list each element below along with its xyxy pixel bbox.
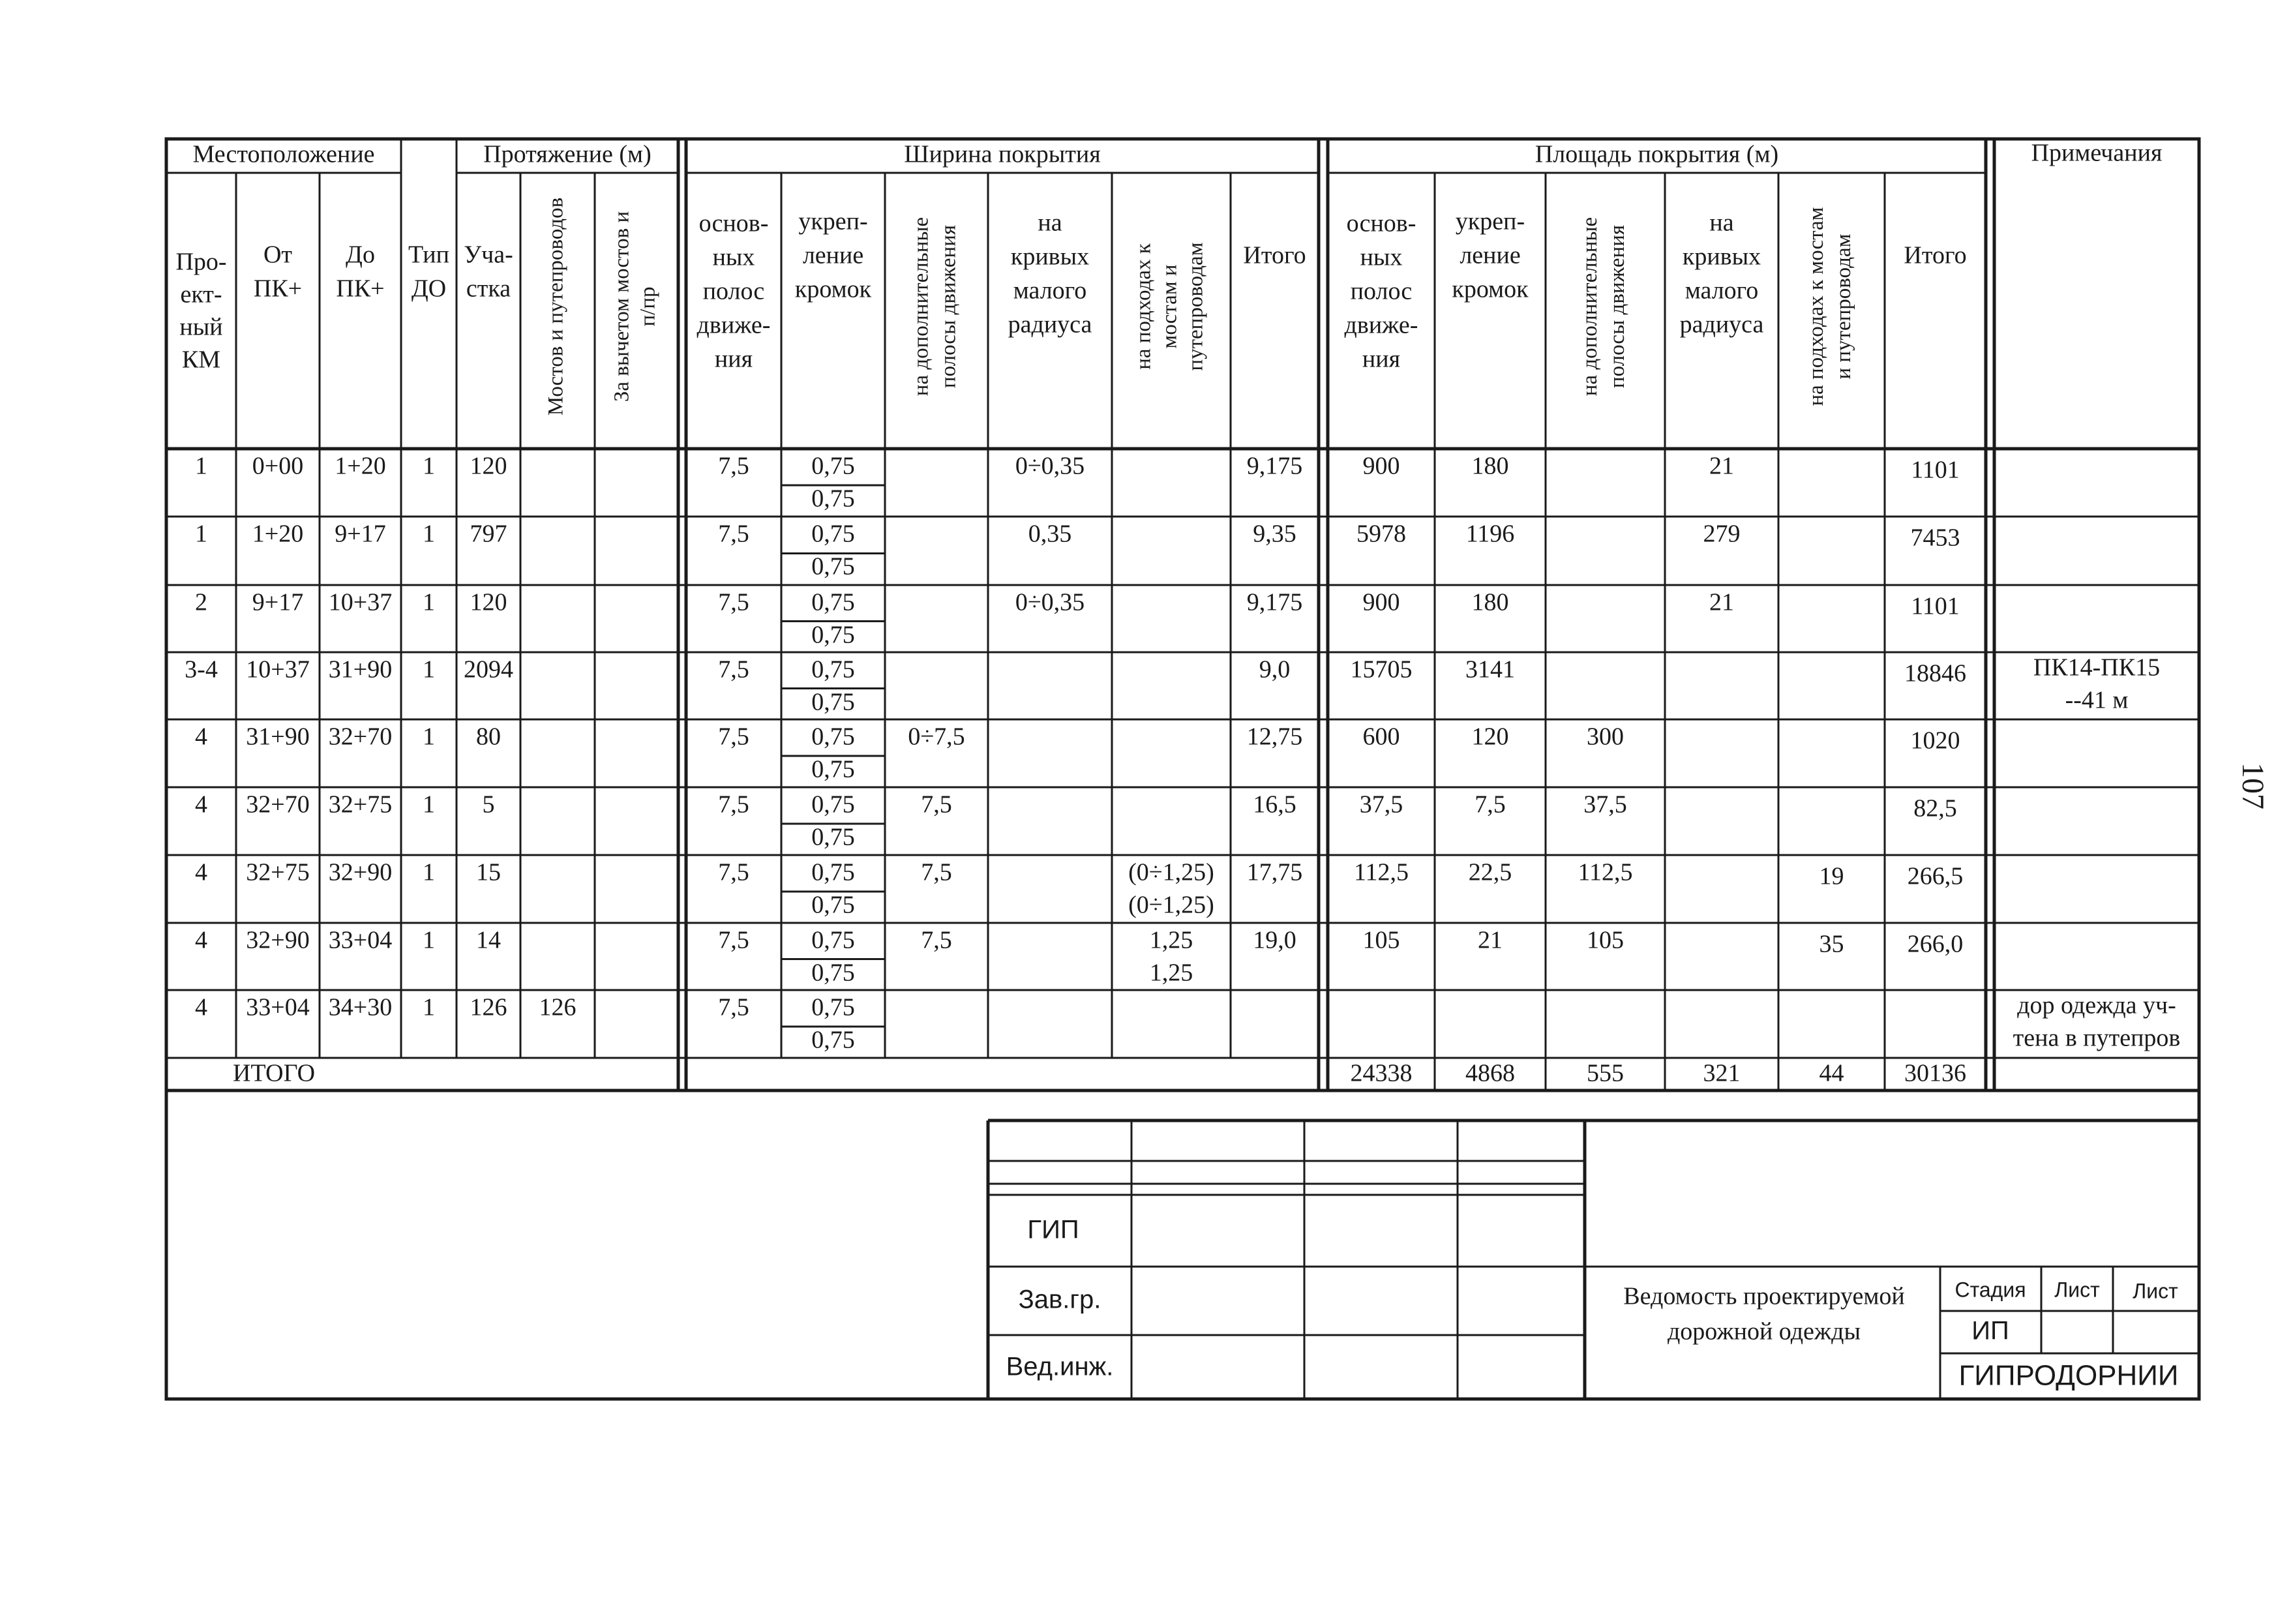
cell-a-main: 112,5 [1353,858,1409,886]
cell-w-approach: 1,25 [1149,959,1193,987]
cell-w-edge: 0,75 [811,858,855,886]
cell-to: 10+37 [328,588,393,616]
header-main-lanes: движе- [696,311,771,339]
title-block-doc-title: Ведомость проектируемой [1623,1282,1905,1310]
cell-a-total: 7453 [1910,524,1960,552]
cell-a-curve: 279 [1703,520,1741,548]
cell-w-edge: 0,75 [811,993,855,1021]
cell-type: 1 [423,520,435,548]
cell-w-total: 17,75 [1246,858,1303,886]
cell-w-extra: 7,5 [921,790,952,819]
cell-length: 5 [482,790,495,819]
header-area-approaches: на подходах к мостам [1804,207,1829,406]
header-approaches-width: путепроводам [1184,242,1208,371]
cell-a-edge: 22,5 [1468,858,1512,886]
cell-w-edge: 0,75 [811,823,855,851]
cell-a-edge: 3141 [1465,655,1515,684]
cell-km: 4 [195,858,207,886]
cell-w-total: 9,35 [1253,520,1296,548]
cell-a-main: 600 [1362,723,1400,751]
cell-a-total: 1020 [1910,727,1960,755]
cell-w-curve: 0,35 [1028,520,1072,548]
cell-km: 1 [195,520,207,548]
cell-a-edge: 180 [1471,588,1509,616]
cell-w-main: 7,5 [718,452,749,480]
totals-a-main: 24338 [1350,1059,1413,1087]
title-block-sheets-label: Лист [2133,1279,2178,1303]
cell-length: 15 [476,858,501,886]
page-number: 107 [2235,762,2270,809]
header-area-main-lanes: ных [1360,243,1403,271]
header-edge-strength: кромок [794,275,872,303]
totals-a-total: 30136 [1904,1059,1966,1087]
cell-w-extra: 7,5 [921,926,952,954]
cell-w-total: 9,175 [1246,452,1303,480]
cell-a-main: 37,5 [1359,790,1403,819]
cell-bridges: 126 [539,993,576,1021]
cell-w-edge: 0,75 [811,520,855,548]
totals-a-approach: 44 [1819,1059,1844,1087]
cell-w-approach: (0÷1,25) [1128,858,1214,886]
cell-length: 2094 [464,655,513,684]
cell-w-curve: 0÷0,35 [1015,588,1085,616]
cell-a-main: 900 [1362,588,1400,616]
cell-w-main: 7,5 [718,655,749,684]
totals-a-extra: 555 [1587,1059,1624,1087]
cell-w-main: 7,5 [718,790,749,819]
totals-label: ИТОГО [232,1059,316,1087]
cell-type: 1 [423,993,435,1021]
header-area-curves: на [1709,209,1734,237]
cell-a-total: 1101 [1911,456,1960,484]
cell-to: 34+30 [328,993,393,1021]
cell-from: 1+20 [252,520,304,548]
header-area-edge: укреп- [1455,207,1525,235]
header-approaches-width: на подходах к [1131,243,1156,370]
header-project-km: КМ [181,346,221,374]
cell-w-total: 9,0 [1259,655,1291,684]
cell-w-total: 9,175 [1246,588,1303,616]
header-type-do: Тип [408,241,449,269]
cell-type: 1 [423,452,435,480]
header-from-pk: От [263,241,293,269]
cell-a-edge: 120 [1471,723,1509,751]
cell-to: 31+90 [328,655,393,684]
cell-a-approach: 35 [1819,930,1844,958]
cell-km: 1 [195,452,207,480]
title-block-gip: ГИП [1027,1215,1079,1244]
cell-a-curve: 21 [1709,452,1734,480]
cell-a-total: 18846 [1904,659,1966,687]
cell-to: 33+04 [328,926,393,954]
header-edge-strength: укреп- [798,207,868,235]
cell-from: 33+04 [246,993,310,1021]
cell-a-extra: 300 [1587,723,1624,751]
cell-w-main: 7,5 [718,588,749,616]
cell-w-extra: 7,5 [921,858,952,886]
cell-w-total: 19,0 [1253,926,1296,954]
cell-a-edge: 21 [1478,926,1503,954]
totals-a-curve: 321 [1703,1059,1741,1087]
header-area-total: Итого [1904,241,1967,269]
header-curves: радиуса [1008,310,1092,338]
table-grid [166,139,2199,1399]
cell-w-edge: 0,75 [811,485,855,513]
header-width-total: Итого [1243,241,1306,269]
cell-w-main: 7,5 [718,926,749,954]
header-length-group: Протяжение (м) [483,140,651,168]
cell-type: 1 [423,655,435,684]
header-main-lanes: ния [714,345,753,373]
header-extra-lanes: на дополнительные [909,217,933,397]
cell-to: 32+90 [328,858,393,886]
title-block-zav-gr: Зав.гр. [1018,1285,1101,1314]
header-minus-bridges: п/пр [636,286,660,327]
cell-a-edge: 180 [1471,452,1509,480]
cell-w-main: 7,5 [718,858,749,886]
totals-a-edge: 4868 [1465,1059,1515,1087]
cell-w-edge: 0,75 [811,926,855,954]
title-block-doc-title: дорожной одежды [1667,1317,1861,1346]
cell-w-main: 7,5 [718,723,749,751]
cell-note: тена в путепров [2013,1024,2181,1052]
cell-type: 1 [423,723,435,751]
header-curves: малого [1013,277,1087,305]
cell-a-total: 82,5 [1913,794,1957,822]
cell-type: 1 [423,858,435,886]
cell-km: 4 [195,723,207,751]
cell-w-edge: 0,75 [811,452,855,480]
cell-length: 797 [470,520,507,548]
cell-w-edge: 0,75 [811,891,855,919]
cell-a-edge: 7,5 [1475,790,1506,819]
cell-w-approach: 1,25 [1149,926,1193,954]
header-area-main-lanes: ния [1362,345,1401,373]
cell-w-edge: 0,75 [811,723,855,751]
title-block-stage-label: Стадия [1954,1278,2026,1302]
cell-w-main: 7,5 [718,520,749,548]
cell-km: 4 [195,790,207,819]
cell-length: 80 [476,723,501,751]
header-section: стка [466,275,511,303]
header-project-km: ект- [180,280,222,308]
cell-from: 32+75 [246,858,310,886]
header-from-pk: ПК+ [253,275,303,303]
cell-w-main: 7,5 [718,993,749,1021]
cell-w-curve: 0÷0,35 [1015,452,1085,480]
cell-km: 4 [195,926,207,954]
header-type-do: ДО [411,275,447,303]
cell-w-edge: 0,75 [811,621,855,649]
cell-a-main: 5978 [1356,520,1406,548]
cell-type: 1 [423,588,435,616]
cell-a-edge: 1196 [1465,520,1515,548]
header-area-group: Площадь покрытия (м) [1535,140,1779,168]
cell-note: ПК14-ПК15 [2033,654,2161,682]
header-area-edge: кромок [1452,275,1529,303]
header-width-group: Ширина покрытия [904,140,1101,168]
cell-from: 0+00 [252,452,304,480]
title-block-sheet-label: Лист [2054,1278,2100,1302]
cell-w-extra: 0÷7,5 [908,723,965,751]
header-bridges: Мостов и путепроводов [544,197,568,416]
cell-to: 32+70 [328,723,393,751]
header-area-main-lanes: движе- [1344,311,1418,339]
header-area-main-lanes: основ- [1346,209,1416,237]
cell-w-edge: 0,75 [811,688,855,716]
header-area-edge: ление [1460,241,1521,269]
cell-from: 32+90 [246,926,310,954]
cell-a-total: 266,0 [1907,930,1964,958]
header-section: Уча- [464,241,513,269]
cell-length: 120 [470,452,507,480]
header-area-approaches: и путепроводам [1832,233,1856,380]
cell-w-edge: 0,75 [811,552,855,580]
title-block-stage-value: ИП [1971,1316,2009,1346]
title-block-ved-inzh: Вед.инж. [1006,1352,1114,1381]
header-location: Местоположение [192,140,375,168]
cell-from: 31+90 [246,723,310,751]
cell-w-edge: 0,75 [811,1026,855,1054]
cell-a-main: 15705 [1350,655,1413,684]
cell-from: 10+37 [246,655,310,684]
header-extra-lanes: полосы движения [936,224,961,389]
cell-w-edge: 0,75 [811,959,855,987]
title-block-org: ГИПРОДОРНИИ [1958,1359,2179,1392]
header-to-pk: До [346,241,375,269]
cell-type: 1 [423,926,435,954]
cell-w-edge: 0,75 [811,755,855,783]
header-notes: Примечания [2031,139,2163,167]
cell-km: 3-4 [185,655,218,684]
cell-length: 126 [470,993,507,1021]
header-main-lanes: полос [702,277,765,305]
header-area-main-lanes: полос [1350,277,1413,305]
cell-w-approach: (0÷1,25) [1128,891,1214,919]
header-area-extra: на дополнительные [1578,217,1602,397]
header-area-extra: полосы движения [1606,224,1630,389]
header-main-lanes: ных [712,243,755,271]
cell-length: 14 [476,926,501,954]
table-texts [175,140,2270,1392]
header-curves: кривых [1010,243,1090,271]
cell-w-total: 16,5 [1253,790,1296,819]
cell-type: 1 [423,790,435,819]
header-main-lanes: основ- [698,209,769,237]
cell-to: 9+17 [335,520,386,548]
header-to-pk: ПК+ [336,275,385,303]
cell-a-extra: 37,5 [1583,790,1627,819]
header-edge-strength: ление [802,241,864,269]
cell-note: --41 м [2065,686,2129,714]
header-area-curves: кривых [1682,243,1761,271]
cell-a-main: 105 [1362,926,1400,954]
header-approaches-width: мостам и [1158,264,1182,349]
cell-to: 32+75 [328,790,393,819]
cell-note: дор одежда уч- [2017,991,2176,1019]
cell-w-total: 12,75 [1246,723,1303,751]
header-curves: на [1038,209,1062,237]
cell-a-extra: 105 [1587,926,1624,954]
header-area-curves: малого [1685,277,1759,305]
cell-from: 9+17 [252,588,304,616]
cell-from: 32+70 [246,790,310,819]
cell-km: 4 [195,993,207,1021]
cell-a-approach: 19 [1819,862,1844,890]
header-minus-bridges: За вычетом мостов и [610,211,634,402]
header-project-km: Про- [175,248,227,276]
header-area-curves: радиуса [1679,310,1764,338]
cell-km: 2 [195,588,207,616]
header-project-km: ный [179,313,223,341]
cell-a-curve: 21 [1709,588,1734,616]
cell-a-total: 1101 [1911,592,1960,620]
cell-to: 1+20 [335,452,386,480]
cell-w-edge: 0,75 [811,655,855,684]
cell-a-extra: 112,5 [1578,858,1633,886]
cell-a-main: 900 [1362,452,1400,480]
cell-w-edge: 0,75 [811,790,855,819]
cell-a-total: 266,5 [1907,862,1964,890]
cell-w-edge: 0,75 [811,588,855,616]
cell-length: 120 [470,588,507,616]
outer-frame [166,139,2199,1399]
